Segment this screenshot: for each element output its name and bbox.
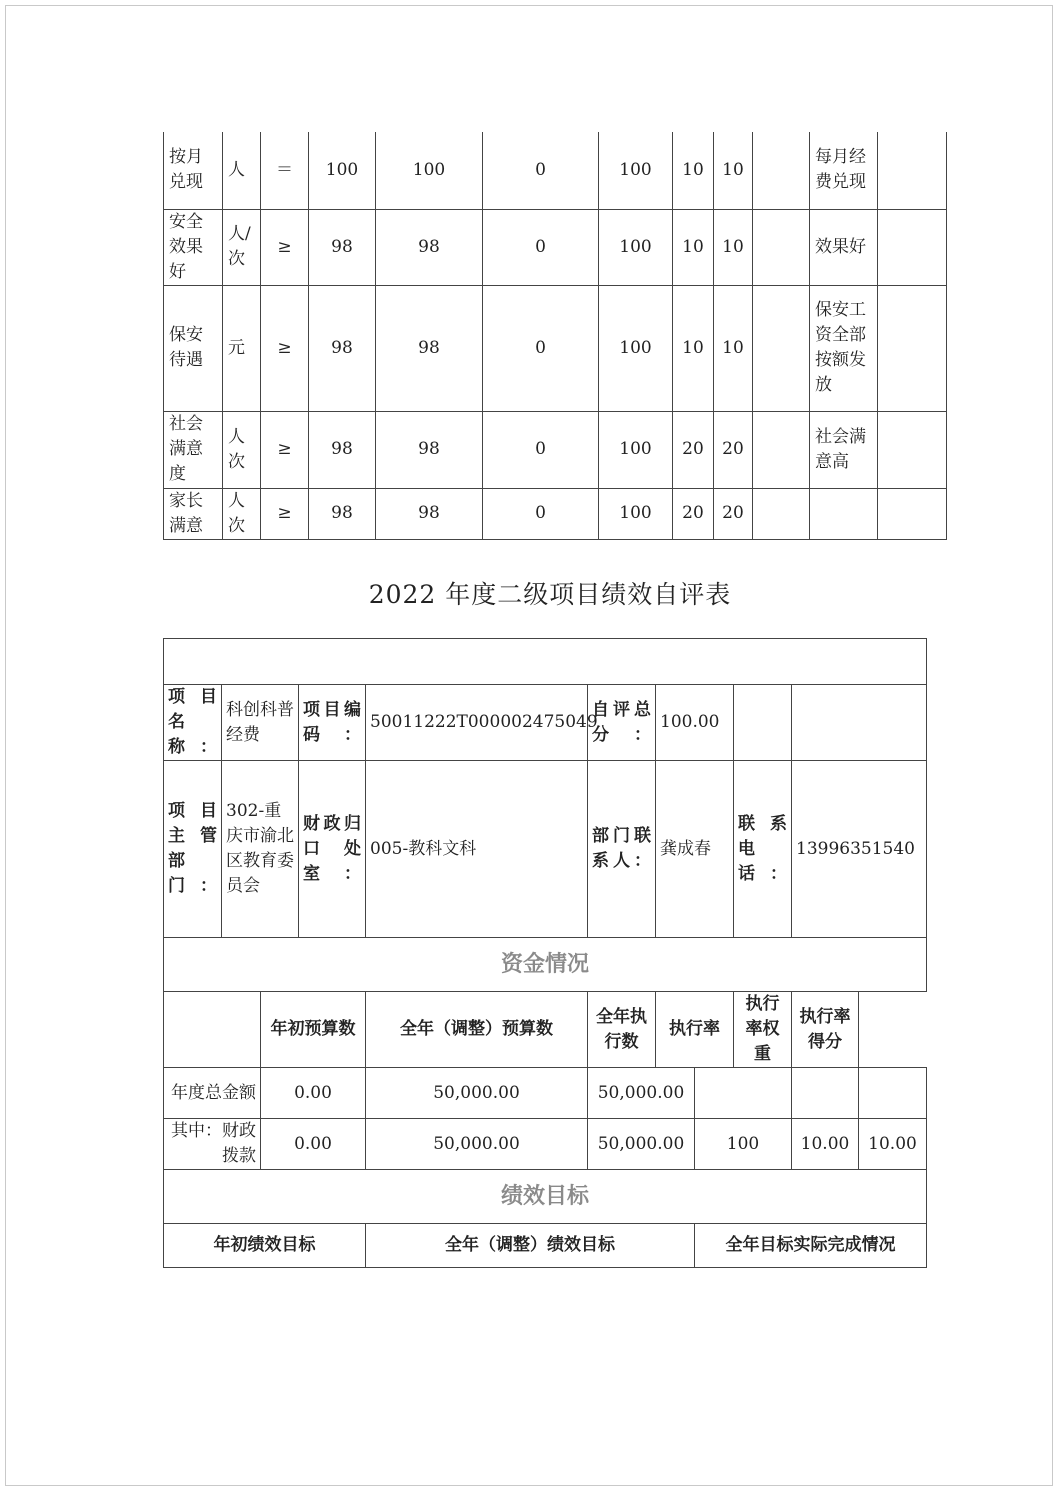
contact-label: 部门联系人： — [588, 761, 656, 938]
indicator-cell-c9 — [878, 285, 947, 411]
indicator-cell-c4: 100 — [599, 209, 673, 285]
funds-row-total-weight — [792, 1068, 859, 1119]
indicator-cell-c3: 0 — [483, 209, 599, 285]
indicator-row — [164, 411, 947, 488]
indicator-cell-c6: 10 — [714, 209, 753, 285]
funds-row-fiscal-label: 其中：财政拨款 — [164, 1119, 261, 1170]
indicator-cell-c5: 20 — [673, 488, 714, 539]
indicator-cell-c2: 98 — [376, 411, 483, 488]
indicator-cell-note: 效果好 — [810, 209, 878, 285]
funds-row-total-executed: 50,000.00 — [588, 1068, 695, 1119]
funds-header-adjusted: 全年（调整）预算数 — [366, 992, 588, 1068]
indicator-cell-c4: 100 — [599, 411, 673, 488]
indicator-cell-c1: 98 — [309, 209, 376, 285]
indicator-cell-unit: 人次 — [223, 411, 261, 488]
indicator-cell-c1: 100 — [309, 132, 376, 209]
indicator-cell-unit: 人/次 — [223, 209, 261, 285]
performance-section-title: 绩效目标 — [164, 1170, 927, 1224]
performance-header-initial: 年初绩效目标 — [164, 1224, 366, 1268]
funds-header-initial: 年初预算数 — [261, 992, 366, 1068]
indicator-cell-c6: 20 — [714, 411, 753, 488]
funds-header-executed: 全年执行数 — [588, 992, 656, 1068]
indicator-cell-unit: 人次 — [223, 488, 261, 539]
indicator-cell-unit: 人 — [223, 132, 261, 209]
indicator-cell-c6: 20 — [714, 488, 753, 539]
indicator-cell-name: 社会满意度 — [164, 411, 223, 488]
indicator-cell-note — [810, 488, 878, 539]
funds-row-fiscal-adjusted: 50,000.00 — [366, 1119, 588, 1170]
indicator-row — [164, 285, 947, 411]
project-name-label: 项目名称： — [164, 685, 222, 761]
project-name-value: 科创科普经费 — [222, 685, 299, 761]
indicator-cell-name: 保安待遇 — [164, 285, 223, 411]
page-title: 2022 年度二级项目绩效自评表 — [368, 580, 732, 609]
indicator-cell-c2: 100 — [376, 132, 483, 209]
phone-value: 13996351540 — [792, 761, 927, 938]
indicator-cell-c6: 10 — [714, 285, 753, 411]
indicator-cell-op: ≥ — [261, 285, 309, 411]
indicator-cell-note: 保安工资全部按额发放 — [810, 285, 878, 411]
indicator-cell-c3: 0 — [483, 132, 599, 209]
indicator-cell-c3: 0 — [483, 411, 599, 488]
indicator-cell-c7 — [753, 132, 810, 209]
performance-header-adjusted: 全年（调整）绩效目标 — [366, 1224, 695, 1268]
indicator-table — [163, 132, 947, 540]
indicator-cell-c5: 10 — [673, 209, 714, 285]
contact-value: 龚成春 — [656, 761, 734, 938]
indicator-cell-c5: 10 — [673, 285, 714, 411]
performance-header-actual: 全年目标实际完成情况 — [695, 1224, 927, 1268]
indicator-cell-c4: 100 — [599, 488, 673, 539]
indicator-cell-c1: 98 — [309, 285, 376, 411]
funds-row-total-score — [859, 1068, 927, 1119]
indicator-cell-c2: 98 — [376, 488, 483, 539]
indicator-cell-c7 — [753, 209, 810, 285]
dept-label: 项目主管部门： — [164, 761, 222, 938]
indicator-cell-c1: 98 — [309, 488, 376, 539]
indicator-cell-c4: 100 — [599, 132, 673, 209]
indicator-cell-c7 — [753, 488, 810, 539]
funds-header-rate: 执行率 — [656, 992, 734, 1068]
dept-value: 302-重庆市渝北区教育委员会 — [222, 761, 299, 938]
funds-row-total-label: 年度总金额 — [164, 1068, 261, 1119]
indicator-cell-c5: 20 — [673, 411, 714, 488]
indicator-cell-c3: 0 — [483, 488, 599, 539]
indicator-cell-op: ＝ — [261, 132, 309, 209]
finance-value: 005-教科文科 — [366, 761, 588, 938]
funds-row-fiscal-rate: 100 — [695, 1119, 792, 1170]
score-blank-2 — [792, 685, 927, 761]
indicator-cell-c9 — [878, 488, 947, 539]
indicator-cell-c9 — [878, 132, 947, 209]
indicator-row — [164, 132, 947, 209]
project-code-label: 项目编码： — [299, 685, 366, 761]
indicator-row — [164, 209, 947, 285]
project-code-value: 50011222T000002475049 — [366, 685, 588, 761]
indicator-cell-c6: 10 — [714, 132, 753, 209]
indicator-cell-c2: 98 — [376, 285, 483, 411]
indicator-cell-c7 — [753, 285, 810, 411]
funds-header-score: 执行率得分 — [792, 992, 859, 1068]
evaluation-form — [163, 638, 927, 1268]
indicator-cell-op: ≥ — [261, 411, 309, 488]
funds-row-fiscal-initial: 0.00 — [261, 1119, 366, 1170]
indicator-cell-unit: 元 — [223, 285, 261, 411]
funds-header-blank — [164, 992, 261, 1068]
score-value: 100.00 — [656, 685, 734, 761]
indicator-cell-note: 每月经费兑现 — [810, 132, 878, 209]
indicator-cell-c3: 0 — [483, 285, 599, 411]
funds-row-fiscal-score: 10.00 — [859, 1119, 927, 1170]
form-header-blank — [164, 639, 927, 685]
indicator-cell-name: 按月兑现 — [164, 132, 223, 209]
score-label: 自评总分： — [588, 685, 656, 761]
funds-header-weight: 执行率权重 — [734, 992, 792, 1068]
indicator-row — [164, 488, 947, 539]
funds-row-fiscal-executed: 50,000.00 — [588, 1119, 695, 1170]
indicator-cell-name: 家长满意 — [164, 488, 223, 539]
indicator-cell-op: ≥ — [261, 488, 309, 539]
indicator-cell-c7 — [753, 411, 810, 488]
finance-label: 财政归口处室： — [299, 761, 366, 938]
indicator-cell-op: ≥ — [261, 209, 309, 285]
funds-section-title: 资金情况 — [164, 938, 927, 992]
indicator-cell-c9 — [878, 209, 947, 285]
score-blank-1 — [734, 685, 792, 761]
funds-row-total-initial: 0.00 — [261, 1068, 366, 1119]
indicator-cell-c2: 98 — [376, 209, 483, 285]
indicator-cell-name: 安全效果好 — [164, 209, 223, 285]
indicator-cell-note: 社会满意高 — [810, 411, 878, 488]
phone-label: 联系电话： — [734, 761, 792, 938]
funds-row-total-rate — [695, 1068, 792, 1119]
indicator-cell-c9 — [878, 411, 947, 488]
funds-row-total-adjusted: 50,000.00 — [366, 1068, 588, 1119]
indicator-cell-c1: 98 — [309, 411, 376, 488]
indicator-cell-c4: 100 — [599, 285, 673, 411]
funds-row-fiscal-weight: 10.00 — [792, 1119, 859, 1170]
indicator-cell-c5: 10 — [673, 132, 714, 209]
